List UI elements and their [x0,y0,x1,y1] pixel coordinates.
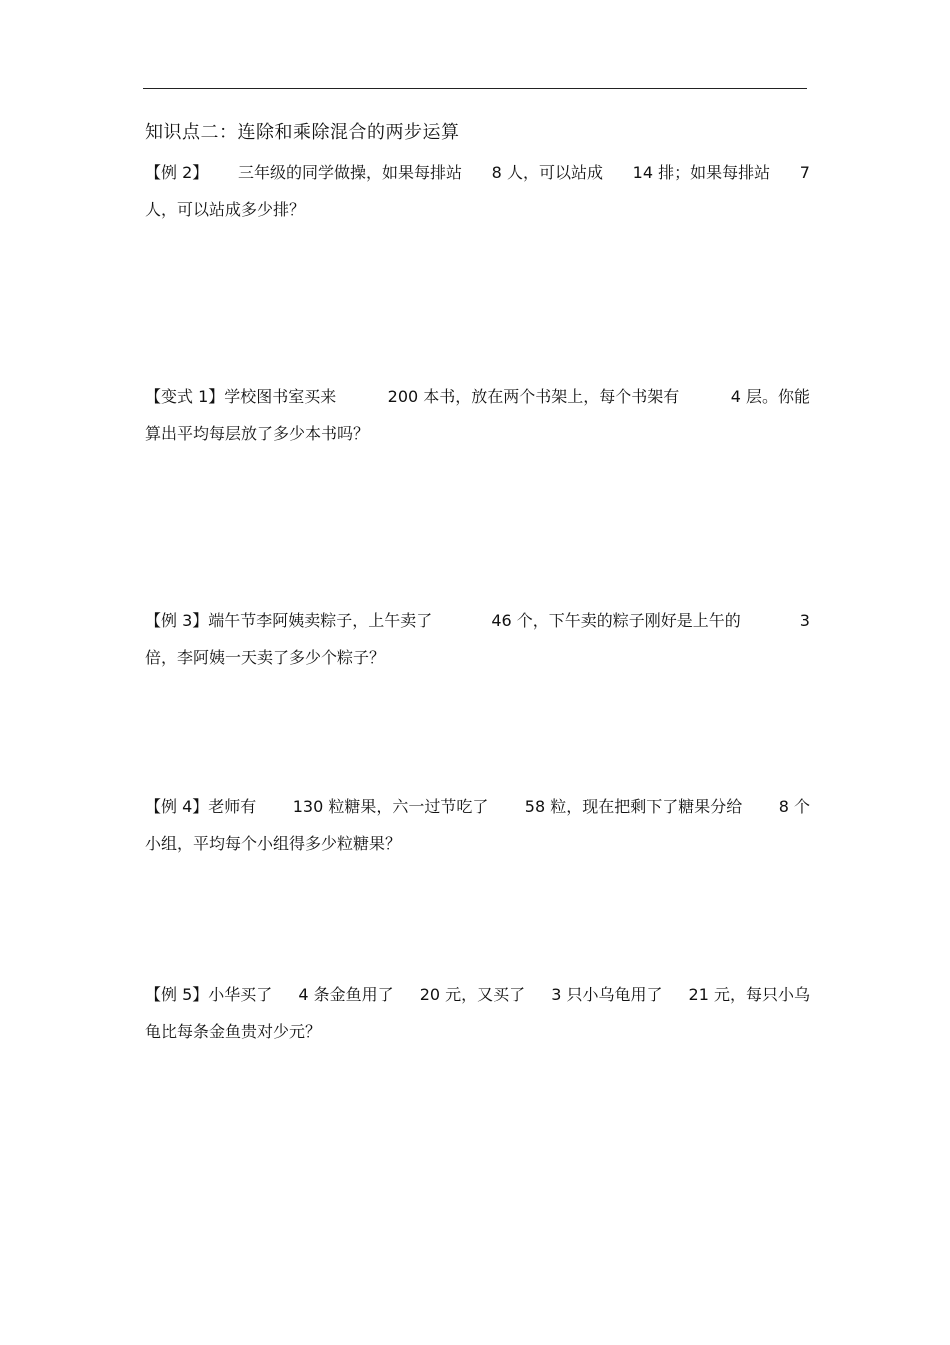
problem-text-segment: 7 [799,163,810,182]
problem-line-1 [145,788,810,825]
problem-line-2: 倍，李阿姨一天卖了多少个粽子？ [145,648,386,667]
problem-example-5 [145,976,810,1050]
problem-text-segment: 46 个，下午卖的粽子刚好是上午的 [491,611,741,630]
problem-line-2: 龟比每条金鱼贵对少元？ [145,1022,322,1041]
problem-text-segment: 3 [799,611,810,630]
problem-example-3 [145,602,810,676]
problem-text-segment: 【例 5】小华买了 [145,985,273,1004]
problem-text-segment: 【例 2】 [145,163,209,182]
problem-line-1 [145,602,810,639]
problem-text-segment: 【例 4】老师有 [145,797,257,816]
problem-text-segment: 8 个 [778,797,810,816]
problem-text-segment: 三年级的同学做操，如果每排站 [237,163,462,182]
problem-text-segment: 58 粒，现在把剩下了糖果分给 [524,797,743,816]
header-rule [143,88,807,89]
problem-variant-1 [145,378,810,452]
problem-line-2: 算出平均每层放了多少本书吗？ [145,424,370,443]
problem-text-segment: 200 本书，放在两个书架上，每个书架有 [387,387,680,406]
problem-line-1 [145,976,810,1013]
problem-line-2: 人，可以站成多少排？ [145,200,306,219]
problem-text-segment: 20 元，又买了 [419,985,526,1004]
problem-line-1 [145,378,810,415]
problem-text-segment: 8 人，可以站成 [491,163,603,182]
problem-text-segment: 14 排；如果每排站 [632,163,771,182]
problem-text-segment: 【例 3】端午节李阿姨卖粽子，上午卖了 [145,611,433,630]
problem-line-2: 小组，平均每个小组得多少粒糖果？ [145,834,402,853]
problem-text-segment: 21 元，每只小乌 [688,985,810,1004]
problem-text-segment: 3 只小乌龟用了 [551,985,663,1004]
section-title: 知识点二：连除和乘除混合的两步运算 [145,122,460,143]
problem-text-segment: 4 层。你能 [730,387,810,406]
problem-text-segment: 【变式 1】学校图书室买来 [145,387,337,406]
problem-example-4 [145,788,810,862]
problem-text-segment: 130 粒糖果，六一过节吃了 [292,797,489,816]
problem-text-segment: 4 条金鱼用了 [298,985,394,1004]
problem-example-2 [145,154,810,228]
problem-line-1 [145,154,810,191]
